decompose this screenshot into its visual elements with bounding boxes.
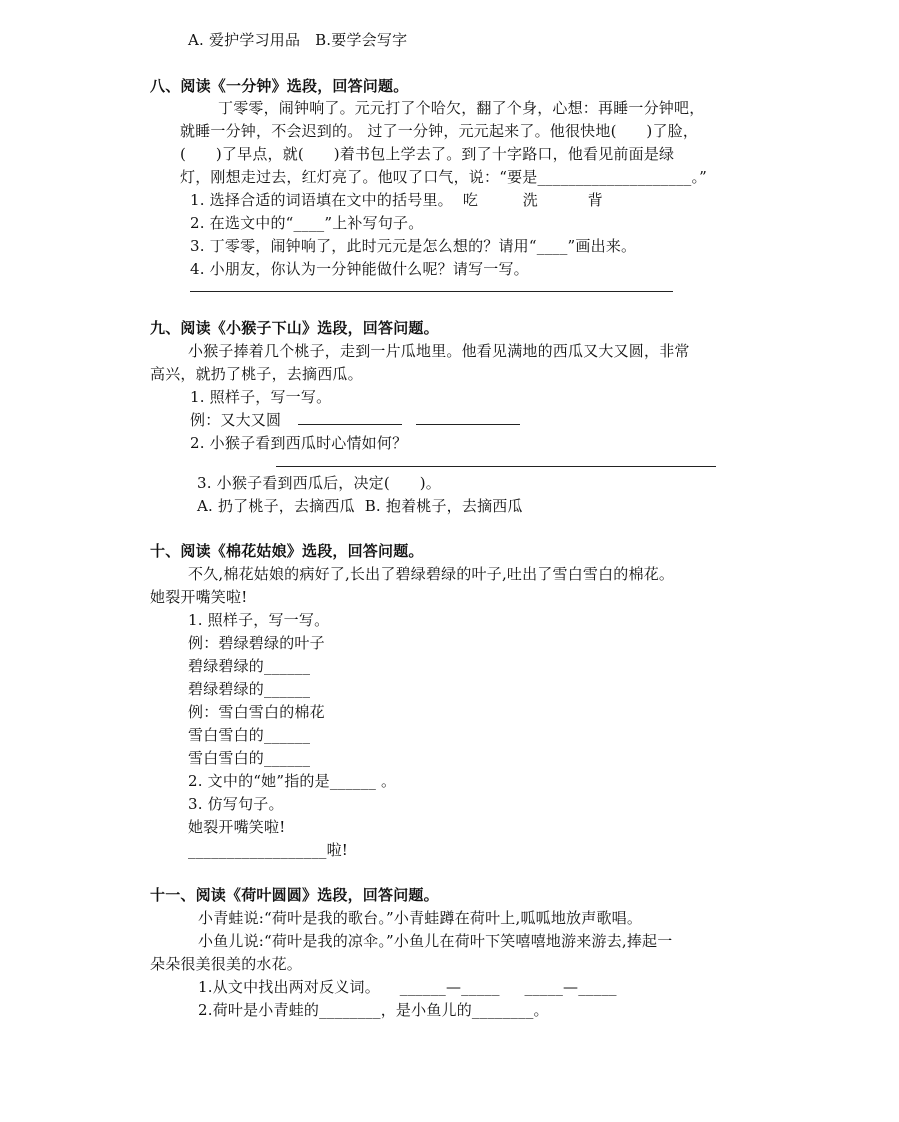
sec8-question-4: 4. 小朋友，你认为一分钟能做什么呢？请写一写。 (190, 260, 529, 278)
answer-line[interactable] (190, 291, 673, 292)
sec11-question-2: 2.荷叶是小青蛙的________，是小鱼儿的________。 (198, 1001, 549, 1019)
sec9-options: A. 扔了桃子，去摘西瓜 B. 抱着桃子，去摘西瓜 (197, 497, 523, 515)
sec10-passage-line: 不久,棉花姑娘的病好了,长出了碧绿碧绿的叶子,吐出了雪白雪白的棉花。 (188, 565, 675, 583)
sec10-model-sentence: 她裂开嘴笑啦! (188, 818, 286, 836)
answer-line[interactable] (416, 424, 520, 425)
sec10-question-2: 2. 文中的“她”指的是______ 。 (188, 772, 397, 790)
sec10-fill-4: 雪白雪白的______ (188, 749, 311, 767)
sec9-passage-line: 小猴子捧着几个桃子，走到一片瓜地里。他看见满地的西瓜又大又圆，非常 (188, 342, 690, 360)
section-11-heading: 十一、阅读《荷叶圆圆》选段，回答问题。 (150, 886, 439, 904)
sec11-passage-line: 小青蛙说:“荷叶是我的歌台。”小青蛙蹲在荷叶上,呱呱地放声歌唱。 (198, 909, 643, 927)
sec8-passage-line: 灯，刚想走过去，红灯亮了。他叹了口气，说：“要是____________________。” (180, 168, 708, 186)
sec10-answer-sentence: __________________啦! (188, 841, 349, 859)
sec9-question-1: 1. 照样子，写一写。 (190, 388, 332, 406)
sec8-passage-line: 就睡一分钟，不会迟到的。 过了一分钟，元元起来了。他很快地( )了脸， (180, 122, 699, 140)
section-9-heading: 九、阅读《小猴子下山》选段，回答问题。 (150, 319, 439, 337)
sec9-example: 例：又大又圆 (190, 411, 282, 429)
section-10-heading: 十、阅读《棉花姑娘》选段，回答问题。 (150, 542, 424, 560)
answer-line[interactable] (276, 466, 716, 467)
sec10-question-3: 3. 仿写句子。 (188, 795, 284, 813)
sec10-example-2: 例：雪白雪白的棉花 (188, 703, 325, 721)
sec9-passage-line: 高兴，就扔了桃子，去摘西瓜。 (150, 365, 363, 383)
sec10-fill-3: 雪白雪白的______ (188, 726, 311, 744)
section-8-heading: 八、阅读《一分钟》选段，回答问题。 (150, 77, 409, 95)
sec9-question-2: 2. 小猴子看到西瓜时心情如何？ (190, 434, 408, 452)
sec10-passage-line: 她裂开嘴笑啦! (150, 588, 248, 606)
sec11-passage-line: 小鱼儿说:“荷叶是我的凉伞。”小鱼儿在荷叶下笑嘻嘻地游来游去,捧起一 (198, 932, 673, 950)
sec9-question-3: 3. 小猴子看到西瓜后，决定( )。 (197, 474, 441, 492)
sec8-passage-line: ( )了早点，就( )着书包上学去了。到了十字路口，他看见前面是绿 (180, 145, 675, 163)
sec8-passage-line: 丁零零，闹钟响了。元元打了个哈欠，翻了个身，心想：再睡一分钟吧， (218, 99, 705, 117)
answer-line[interactable] (298, 424, 402, 425)
sec10-example-1: 例：碧绿碧绿的叶子 (188, 634, 325, 652)
sec11-question-1: 1.从文中找出两对反义词。 ______—_____ _____—_____ (198, 978, 617, 996)
option-line: A. 爱护学习用品 B.要学会写字 (188, 31, 408, 49)
sec8-question-2: 2. 在选文中的“____”上补写句子。 (190, 214, 424, 232)
sec8-question-3: 3. 丁零零，闹钟响了，此时元元是怎么想的？请用“____”画出来。 (190, 237, 637, 255)
sec10-question-1: 1. 照样子，写一写。 (188, 611, 330, 629)
sec8-question-1: 1. 选择合适的词语填在文中的括号里。 吃 洗 背 (190, 191, 603, 209)
sec10-fill-1: 碧绿碧绿的______ (188, 657, 311, 675)
sec11-passage-line: 朵朵很美很美的水花。 (150, 955, 303, 973)
sec10-fill-2: 碧绿碧绿的______ (188, 680, 311, 698)
